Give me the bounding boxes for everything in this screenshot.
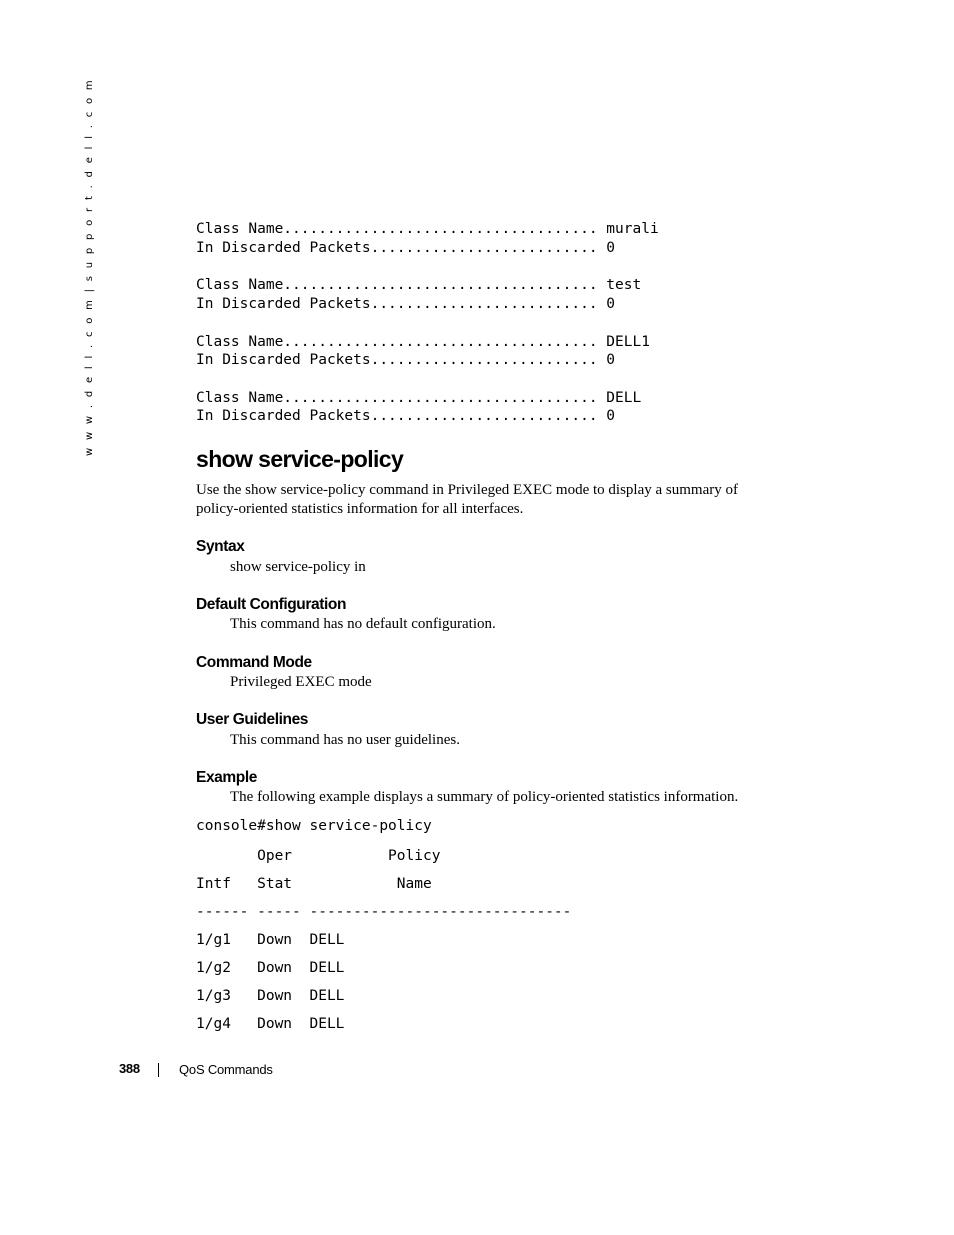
code-line: In Discarded Packets.......................... 0 xyxy=(196,408,616,424)
syntax-text: show service-policy in xyxy=(230,559,366,575)
code-line: Class Name.................................... murali xyxy=(196,221,659,237)
default-config-text: This command has no default configuration. xyxy=(230,616,496,632)
footer-section-title: QoS Commands xyxy=(179,1062,273,1077)
example-code-line: console#show service-policy xyxy=(196,818,432,834)
example-heading: Example xyxy=(196,769,257,786)
footer-divider xyxy=(158,1063,159,1077)
syntax-heading: Syntax xyxy=(196,538,245,555)
intro-suffix: command in Privileged EXEC mode to display a summary of policy-oriented statistics information for all interfaces. xyxy=(196,482,738,517)
example-code-line: 1/g1 Down DELL xyxy=(196,932,345,948)
command-mode-heading: Command Mode xyxy=(196,654,312,671)
example-code-line: 1/g3 Down DELL xyxy=(196,988,345,1004)
intro-command: show service-policy xyxy=(245,482,366,498)
code-line: Class Name.................................... test xyxy=(196,277,642,293)
code-line: In Discarded Packets.......................... 0 xyxy=(196,352,616,368)
example-code-line: 1/g2 Down DELL xyxy=(196,960,345,976)
intro-paragraph xyxy=(196,481,766,519)
command-mode-text: Privileged EXEC mode xyxy=(230,674,372,690)
example-code-line: ------ ----- ------------------------------ xyxy=(196,904,572,920)
code-line: Class Name.................................... DELL xyxy=(196,390,642,406)
example-code-line: Intf Stat Name xyxy=(196,876,432,892)
user-guidelines-text: This command has no user guidelines. xyxy=(230,732,460,748)
code-line: In Discarded Packets.......................... 0 xyxy=(196,240,616,256)
page-title: show service-policy xyxy=(196,446,404,472)
side-url: w w w . d e l l . c o m | s u p p o r t . d e l l . c o m xyxy=(84,78,95,456)
code-line: Class Name.................................... DELL1 xyxy=(196,334,650,350)
code-line: In Discarded Packets.......................... 0 xyxy=(196,296,616,312)
default-config-heading: Default Configuration xyxy=(196,596,347,613)
intro-prefix: Use the xyxy=(196,482,246,498)
example-text: The following example displays a summary of policy-oriented statistics information. xyxy=(230,789,739,805)
example-code-line: Oper Policy xyxy=(196,848,441,864)
user-guidelines-heading: User Guidelines xyxy=(196,711,309,728)
example-code-line: 1/g4 Down DELL xyxy=(196,1016,345,1032)
page-number: 388 xyxy=(119,1061,140,1076)
